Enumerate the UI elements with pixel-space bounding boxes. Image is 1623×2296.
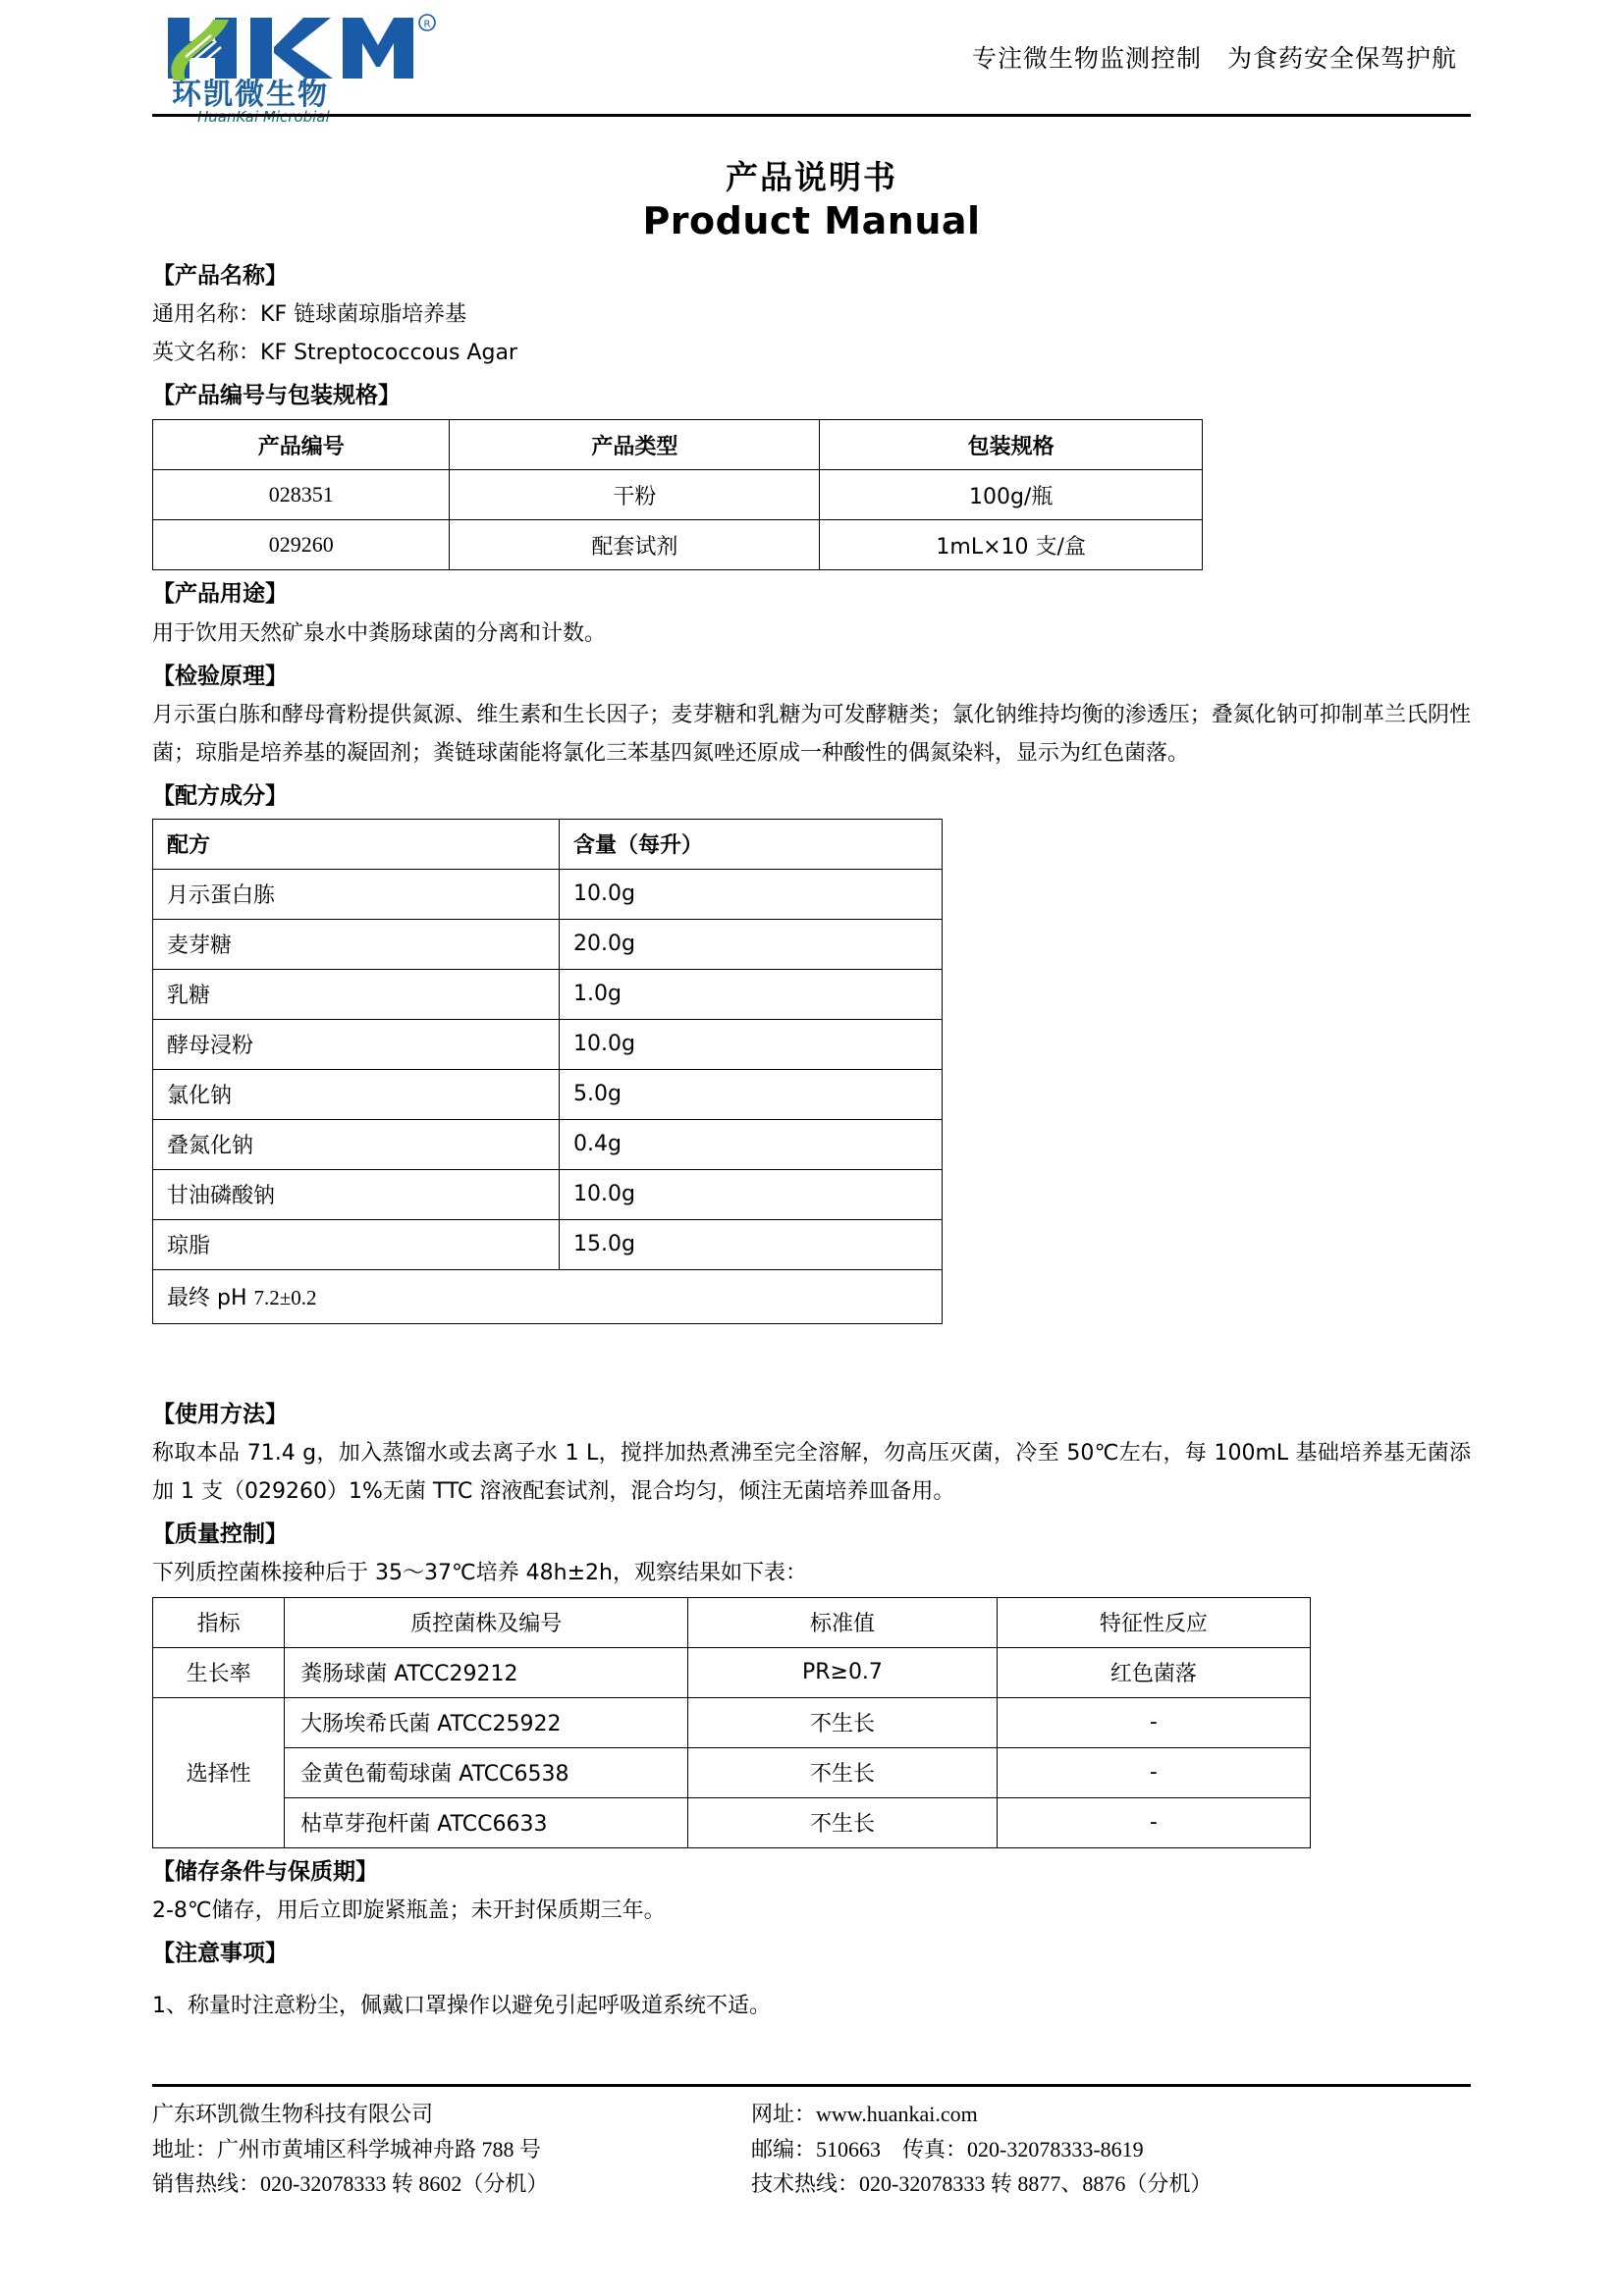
- qc-cell-standard: 不生长: [688, 1747, 998, 1797]
- formula-cell-amount: 10.0g: [560, 1169, 943, 1219]
- formula-cell-name: 麦芽糖: [153, 919, 560, 969]
- formula-cell-amount: 5.0g: [560, 1069, 943, 1119]
- header-divider: [152, 114, 1471, 117]
- section-heading-storage: 【储存条件与保质期】: [152, 1858, 378, 1885]
- footer-tech-hotline: 技术热线：020-32078333 转 8877、8876（分机）: [751, 2171, 1213, 2197]
- english-name-row: [152, 334, 1471, 372]
- footer-postcode-fax: [751, 2132, 1471, 2167]
- footer-columns: [152, 2097, 1471, 2202]
- qc-col-standard: 标准值: [688, 1597, 998, 1647]
- spec-cell-code: 029260: [153, 520, 450, 570]
- qc-cell-strain: 大肠埃希氏菌 ATCC25922: [285, 1697, 688, 1747]
- footer-sales-hotline: 销售热线：020-32078333 转 8602（分机）: [152, 2171, 549, 2197]
- section-heading-purpose: 【产品用途】: [152, 581, 288, 608]
- table-row: [153, 1119, 943, 1169]
- section-heading-principle: 【检验原理】: [152, 663, 288, 689]
- table-header-row: [153, 420, 1203, 470]
- footer-company: 广东环凯微生物科技有限公司: [152, 2102, 434, 2127]
- formula-cell-name: 乳糖: [153, 969, 560, 1019]
- spec-cell-type: 配套试剂: [450, 520, 820, 570]
- table-header-row: [153, 819, 943, 869]
- precaution-item: 1、称量时注意粉尘，佩戴口罩操作以避免引起呼吸道系统不适。: [152, 1994, 771, 2019]
- qc-col-strain: 质控菌株及编号: [285, 1597, 688, 1647]
- page-header: [152, 0, 1471, 126]
- formula-cell-amount: 1.0g: [560, 969, 943, 1019]
- table-row: [153, 1647, 1311, 1697]
- page-title-cn: 产品说明书: [726, 158, 897, 196]
- spec-cell-type: 干粉: [450, 470, 820, 520]
- formula-cell-amount: 20.0g: [560, 919, 943, 969]
- qc-cell-strain: 金黄色葡萄球菌 ATCC6538: [285, 1747, 688, 1797]
- page-footer: [152, 2084, 1471, 2202]
- table-row: [153, 1169, 943, 1219]
- table-row: [153, 1747, 1311, 1797]
- formula-ph-label: 最终 pH: [167, 1286, 247, 1311]
- qc-col-reaction: 特征性反应: [997, 1597, 1310, 1647]
- footer-website: 网址：www.huankai.com: [751, 2102, 978, 2127]
- formula-cell-amount: 0.4g: [560, 1119, 943, 1169]
- table-row: [153, 470, 1203, 520]
- formula-cell-name: 氯化钠: [153, 1069, 560, 1119]
- section-heading-product-name: 【产品名称】: [152, 262, 288, 289]
- spec-cell-pack: 100g/瓶: [820, 470, 1203, 520]
- footer-postcode: 邮编：510663: [751, 2136, 882, 2162]
- footer-address: 地址：广州市黄埔区科学城神舟路 788 号: [152, 2136, 542, 2162]
- spec-col-pack: 包装规格: [820, 420, 1203, 470]
- footer-left-column: [152, 2097, 751, 2202]
- qc-cell-indicator: 选择性: [153, 1697, 285, 1847]
- formula-cell-name: 甘油磷酸钠: [153, 1169, 560, 1219]
- formula-col-amount: 含量（每升）: [560, 819, 943, 869]
- qc-cell-standard: 不生长: [688, 1797, 998, 1847]
- qc-col-indicator: 指标: [153, 1597, 285, 1647]
- qc-cell-standard: 不生长: [688, 1697, 998, 1747]
- spec-cell-pack: 1mL×10 支/盒: [820, 520, 1203, 570]
- hkm-logo-svg: [160, 10, 455, 126]
- header-tagline: 专注微生物监测控制 为食药安全保驾护航: [971, 44, 1457, 73]
- section-heading-precautions: 【注意事项】: [152, 1941, 288, 1967]
- quality-control-table: [152, 1597, 1311, 1848]
- formula-cell-name: 酵母浸粉: [153, 1019, 560, 1069]
- spec-col-type: 产品类型: [450, 420, 820, 470]
- section-heading-formula: 【配方成分】: [152, 783, 288, 810]
- formula-cell-name: 月示蛋白胨: [153, 869, 560, 919]
- qc-cell-indicator: 生长率: [153, 1647, 285, 1697]
- qc-cell-strain: 枯草芽孢杆菌 ATCC6633: [285, 1797, 688, 1847]
- formula-cell-name: 琼脂: [153, 1219, 560, 1269]
- section-heading-quality-control: 【质量控制】: [152, 1522, 288, 1548]
- qc-cell-reaction: -: [997, 1797, 1310, 1847]
- common-name-value: KF 链球菌琼脂培养基: [260, 301, 467, 327]
- qc-cell-reaction: -: [997, 1747, 1310, 1797]
- footer-fax: 传真：020-32078333-8619: [902, 2136, 1144, 2162]
- quality-control-intro: 下列质控菌株接种后于 35～37℃培养 48h±2h，观察结果如下表：: [152, 1561, 807, 1586]
- table-row: [153, 1019, 943, 1069]
- spec-table: [152, 419, 1203, 570]
- formula-table: [152, 819, 943, 1324]
- purpose-text: 用于饮用天然矿泉水中粪肠球菌的分离和计数。: [152, 620, 607, 646]
- table-row: [153, 1069, 943, 1119]
- page-title-en: Product Manual: [642, 199, 981, 243]
- spec-col-code: 产品编号: [153, 420, 450, 470]
- table-row: [153, 1219, 943, 1269]
- method-text: 称取本品 71.4 g，加入蒸馏水或去离子水 1 L，搅拌加热煮沸至完全溶解，勿高压灭菌，冷至 50℃左右，每 100mL 基础培养基无菌添加 1 支（029260）1%无菌 TTC 溶液配套试剂，混合均匀，倾注无菌培养皿备用。: [152, 1440, 1471, 1505]
- qc-cell-reaction: 红色菌落: [997, 1647, 1310, 1697]
- formula-ph-value: 7.2±0.2: [253, 1286, 317, 1310]
- common-name-label: 通用名称：: [152, 301, 261, 327]
- logo-cn-text: 环凯微生物: [172, 78, 329, 112]
- storage-text: 2-8℃储存，用后立即旋紧瓶盖；未开封保质期三年。: [152, 1897, 666, 1923]
- formula-ph-cell: [153, 1269, 943, 1323]
- formula-cell-amount: 15.0g: [560, 1219, 943, 1269]
- table-header-row: [153, 1597, 1311, 1647]
- english-name-value: KF Streptococcous Agar: [260, 341, 517, 366]
- table-row: [153, 1797, 1311, 1847]
- footer-divider: [152, 2084, 1471, 2087]
- logo-pinyin-text: HuanKai Microbial: [197, 108, 330, 126]
- table-row: [153, 1697, 1311, 1747]
- section-heading-method: 【使用方法】: [152, 1401, 288, 1427]
- formula-ph-row: [153, 1269, 943, 1323]
- formula-col-name: 配方: [153, 819, 560, 869]
- principle-text: 月示蛋白胨和酵母膏粉提供氮源、维生素和生长因子；麦芽糖和乳糖为可发酵糖类；氯化钠维持均衡的渗透压；叠氮化钠可抑制革兰氏阴性菌；琼脂是培养基的凝固剂；粪链球菌能将氯化三苯基四氮唑还原成一种酸性的偶氮染料，显示为红色菌落。: [152, 703, 1471, 767]
- common-name-row: [152, 295, 1471, 334]
- qc-cell-standard: PR≥0.7: [688, 1647, 998, 1697]
- svg-text:R: R: [423, 19, 431, 30]
- qc-cell-reaction: -: [997, 1697, 1310, 1747]
- footer-right-column: [751, 2097, 1471, 2202]
- english-name-label: 英文名称：: [152, 341, 261, 366]
- section-heading-spec: 【产品编号与包装规格】: [152, 383, 401, 409]
- formula-cell-amount: 10.0g: [560, 1019, 943, 1069]
- formula-cell-name: 叠氮化钠: [153, 1119, 560, 1169]
- table-row: [153, 919, 943, 969]
- qc-cell-strain: 粪肠球菌 ATCC29212: [285, 1647, 688, 1697]
- table-row: [153, 520, 1203, 570]
- table-row: [153, 869, 943, 919]
- spec-cell-code: 028351: [153, 470, 450, 520]
- table-row: [153, 969, 943, 1019]
- formula-cell-amount: 10.0g: [560, 869, 943, 919]
- hkm-logo: [160, 10, 455, 126]
